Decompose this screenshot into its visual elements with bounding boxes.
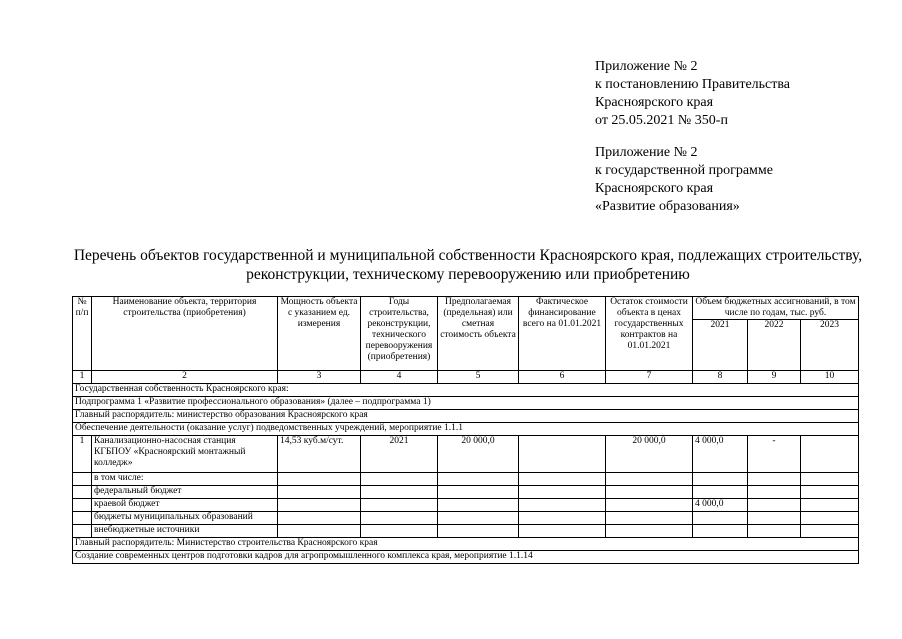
section-ownership: Государственная собственность Красноярского края: [73,384,859,397]
empty-cell [73,473,92,486]
empty-cell [801,499,859,512]
appendix-decree-block [595,58,790,130]
section-measure: Обеспечение деятельности (оказание услуг) подведомственных учреждений, мероприятие 1.1.1 [73,423,859,436]
header-name: Наименование объекта, территория строительства (приобретения) [92,297,278,371]
empty-cell [748,499,801,512]
appendix-line: Красноярского края [595,181,714,196]
empty-cell [361,499,438,512]
object-years: 2021 [361,436,438,473]
object-cost: 20 000,0 [438,436,519,473]
empty-cell [73,525,92,538]
empty-cell [606,512,693,525]
empty-cell [519,512,606,525]
col-number: 1 [73,371,92,384]
funding-row [73,499,859,512]
object-capacity: 14,53 куб.м/сут. [278,436,361,473]
col-number: 5 [438,371,519,384]
col-number: 10 [801,371,859,384]
object-actual [519,436,606,473]
empty-cell [519,473,606,486]
funding-2021: 4 000,0 [693,499,748,512]
empty-cell [438,525,519,538]
empty-cell [438,499,519,512]
funding-2021 [693,473,748,486]
empty-cell [748,486,801,499]
document-title [70,246,866,284]
title-line-2: реконструкции, техническому перевооружению или приобретению [246,266,690,283]
object-2021: 4 000,0 [693,436,748,473]
col-number: 6 [519,371,606,384]
funding-2021 [693,512,748,525]
empty-cell [278,512,361,525]
section-row [73,384,859,397]
appendix-line: Красноярского края [595,95,714,110]
empty-cell [801,473,859,486]
section-row [73,538,859,551]
funding-label: федеральный бюджет [92,486,278,499]
empty-cell [519,525,606,538]
empty-cell [606,486,693,499]
header-num: № п/п [73,297,92,371]
title-line-1: Перечень объектов государственной и муниципальной собственности Красноярского края, подлежащих строительству, [73,247,863,264]
empty-cell [361,473,438,486]
objects-table [72,296,859,564]
empty-cell [801,512,859,525]
header-2021: 2021 [693,320,748,371]
appendix-line: к постановлению Правительства [595,77,791,92]
header-2023: 2023 [801,320,859,371]
appendix-line: от 25.05.2021 № 350-п [595,113,728,128]
appendix-line: Приложение № 2 [595,59,698,74]
section-row [73,551,859,564]
col-number: 7 [606,371,693,384]
empty-cell [606,473,693,486]
empty-cell [73,512,92,525]
empty-cell [606,525,693,538]
empty-cell [519,486,606,499]
empty-cell [361,486,438,499]
empty-cell [438,512,519,525]
column-number-row [73,371,859,384]
header-cost: Предполагаемая (предельная) или сметная стоимость объекта [438,297,519,371]
header-2022: 2022 [748,320,801,371]
section-subprogram: Подпрограмма 1 «Развитие профессионального образования» (далее – подпрограмма 1) [73,397,859,410]
appendix-line: Приложение № 2 [595,145,698,160]
empty-cell [438,486,519,499]
funding-row [73,486,859,499]
empty-cell [361,525,438,538]
empty-cell [361,512,438,525]
empty-cell [748,525,801,538]
funding-2021 [693,525,748,538]
object-num: 1 [73,436,92,473]
funding-label: краевой бюджет [92,499,278,512]
empty-cell [278,486,361,499]
section-administrator: Главный распорядитель: министерство образования Красноярского края [73,410,859,423]
section-row [73,410,859,423]
col-number: 8 [693,371,748,384]
funding-row [73,512,859,525]
col-number: 9 [748,371,801,384]
appendix-line: «Развитие образования» [595,199,740,214]
funding-row [73,473,859,486]
empty-cell [519,499,606,512]
funding-label: в том числе: [92,473,278,486]
appendix-line: к государственной программе [595,163,773,178]
funding-label: бюджеты муниципальных образований [92,512,278,525]
object-remainder: 20 000,0 [606,436,693,473]
empty-cell [278,473,361,486]
section-administrator-construction: Главный распорядитель: Министерство строительства Красноярского края [73,538,859,551]
header-actual: Фактическое финансирование всего на 01.01.2021 [519,297,606,371]
section-row [73,423,859,436]
object-row [73,436,859,473]
empty-cell [748,512,801,525]
col-number: 4 [361,371,438,384]
object-name: Канализационно-насосная станция КГБПОУ «Красноярский монтажный колледж» [92,436,278,473]
empty-cell [278,499,361,512]
empty-cell [73,499,92,512]
object-2023 [801,436,859,473]
empty-cell [748,473,801,486]
header-years: Годы строительства, реконструкции, технического перевооружения (приобретения) [361,297,438,371]
funding-label: внебюджетные источники [92,525,278,538]
section-measure-centers: Создание современных центров подготовки кадров для агропромышленного комплекса края, мероприятие 1.1.14 [73,551,859,564]
header-row [73,297,859,320]
empty-cell [801,486,859,499]
header-remainder: Остаток стоимости объекта в ценах государственных контрактов на 01.01.2021 [606,297,693,371]
empty-cell [801,525,859,538]
appendix-program-block [595,144,773,216]
section-row [73,397,859,410]
empty-cell [606,499,693,512]
empty-cell [438,473,519,486]
header-budget: Объем бюджетных ассигнований, в том числе по годам, тыс. руб. [693,297,859,320]
col-number: 2 [92,371,278,384]
funding-2021 [693,486,748,499]
empty-cell [73,486,92,499]
header-capacity: Мощность объекта с указанием ед. измерения [278,297,361,371]
col-number: 3 [278,371,361,384]
object-2022: - [748,436,801,473]
empty-cell [278,525,361,538]
funding-row [73,525,859,538]
